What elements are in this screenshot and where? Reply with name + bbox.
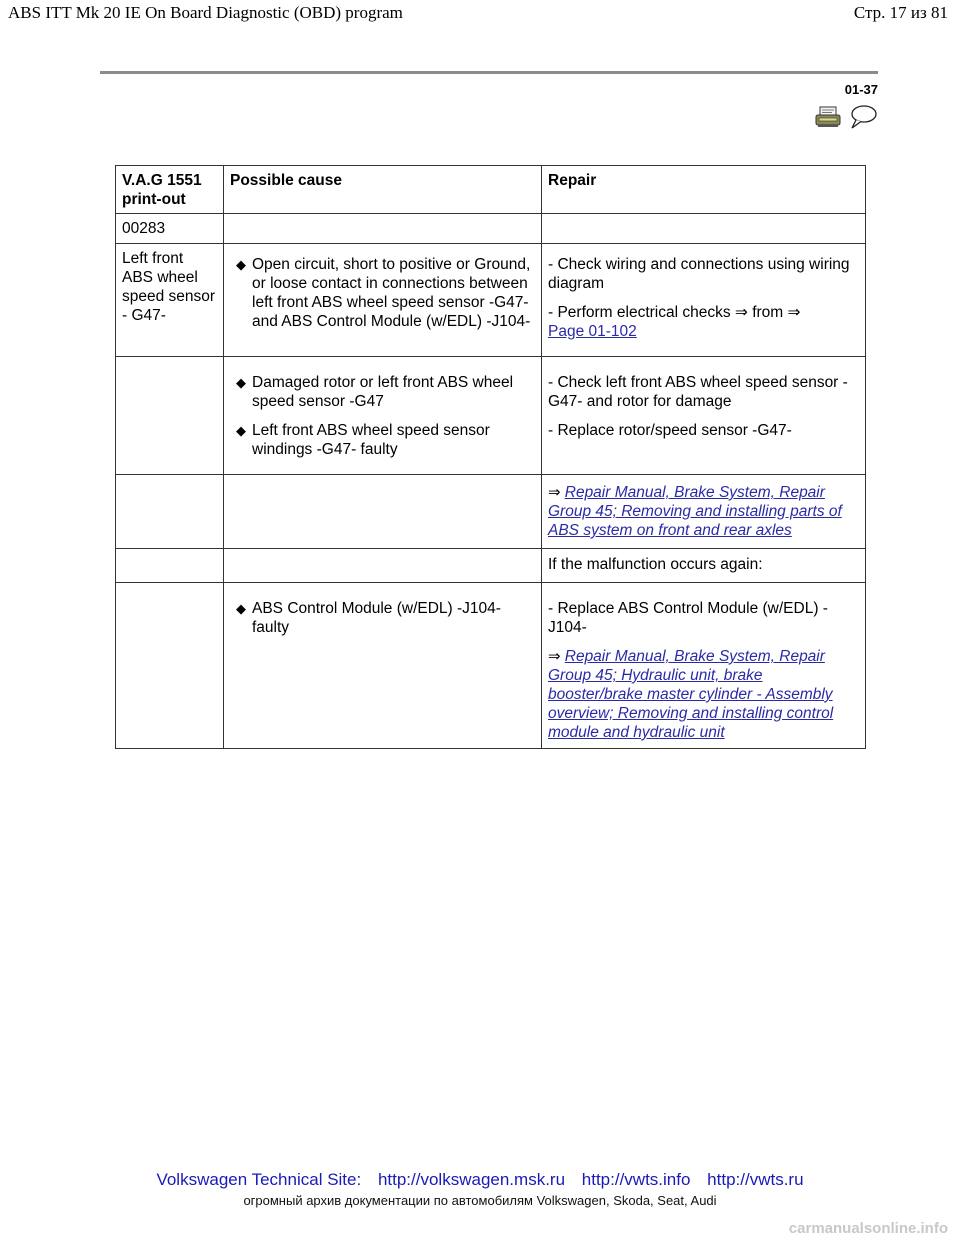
page-code: 01-37: [844, 82, 878, 97]
repair-step: - Check left front ABS wheel speed sensor -G47- and rotor for damage: [548, 374, 848, 410]
diamond-bullet-icon: ◆: [236, 375, 246, 390]
table-row: [116, 244, 866, 357]
footer-link[interactable]: http://vwts.info: [581, 1170, 691, 1189]
cause-item: ◆ Left front ABS wheel speed sensor windings -G47- faulty: [236, 422, 490, 458]
cause-item: ◆ Damaged rotor or left front ABS wheel speed sensor -G47: [236, 374, 514, 410]
repair-step: - Replace rotor/speed sensor -G47-: [548, 422, 792, 439]
diagnostic-table: [115, 165, 866, 749]
cause-item: ◆ ABS Control Module (w/EDL) -J104- faulty: [236, 600, 501, 636]
diamond-bullet-icon: ◆: [236, 257, 246, 272]
column-header-repair: Repair: [542, 166, 866, 214]
table-row: [116, 214, 866, 244]
table-row: [116, 583, 866, 749]
repair-note: If the malfunction occurs again:: [542, 549, 866, 583]
column-header-cause: Possible cause: [224, 166, 542, 214]
cause-item: ◆ Open circuit, short to positive or Ground, or loose contact in connections between left front ABS wheel speed sensor -G47- and ABS Control Module (w/EDL) -J104-: [236, 256, 531, 330]
footer-link[interactable]: http://volkswagen.msk.ru: [377, 1170, 566, 1189]
table-row: [116, 357, 866, 475]
repair-step: - Replace ABS Control Module (w/EDL) -J104-: [548, 600, 828, 636]
header-rule: [100, 71, 878, 74]
document-title: ABS ITT Mk 20 IE On Board Diagnostic (OBD) program: [8, 3, 403, 22]
table-row: [116, 475, 866, 549]
repair-manual-link[interactable]: Repair Manual, Brake System, Repair Group 45; Removing and installing parts of ABS system on front and rear axles: [548, 484, 842, 539]
watermark: carmanualsonline.info: [788, 1220, 948, 1237]
printout-text: Left front ABS wheel speed sensor - G47-: [116, 244, 224, 357]
diamond-bullet-icon: ◆: [236, 423, 246, 438]
fault-code: 00283: [116, 214, 224, 244]
speech-bubble-icon[interactable]: [848, 104, 878, 130]
arrow-icon: ⇒: [548, 648, 565, 665]
footer-link[interactable]: http://vwts.ru: [707, 1170, 804, 1189]
printer-icon[interactable]: [815, 106, 841, 128]
table-header-row: [116, 166, 866, 214]
footer-links: [0, 1170, 960, 1190]
repair-step: - Check wiring and connections using wiring diagram: [548, 256, 850, 292]
page-counter: Стр. 17 из 81: [853, 3, 948, 22]
arrow-icon: ⇒: [548, 484, 565, 501]
footer-tagline: огромный архив документации по автомобилям Volkswagen, Skoda, Seat, Audi: [243, 1193, 717, 1208]
page-link[interactable]: Page 01-102: [548, 323, 637, 340]
repair-step: - Perform electrical checks ⇒ from ⇒ Page 01-102: [548, 304, 801, 340]
repair-manual-link[interactable]: Repair Manual, Brake System, Repair Group 45; Hydraulic unit, brake booster/brake master cylinder - Assembly overview; Removing and installing control module and hydraulic unit: [548, 648, 834, 741]
table-row: [116, 549, 866, 583]
diamond-bullet-icon: ◆: [236, 601, 246, 616]
column-header-printout: V.A.G 1551 print-out: [116, 166, 224, 214]
footer-site-label: Volkswagen Technical Site:: [156, 1170, 362, 1189]
